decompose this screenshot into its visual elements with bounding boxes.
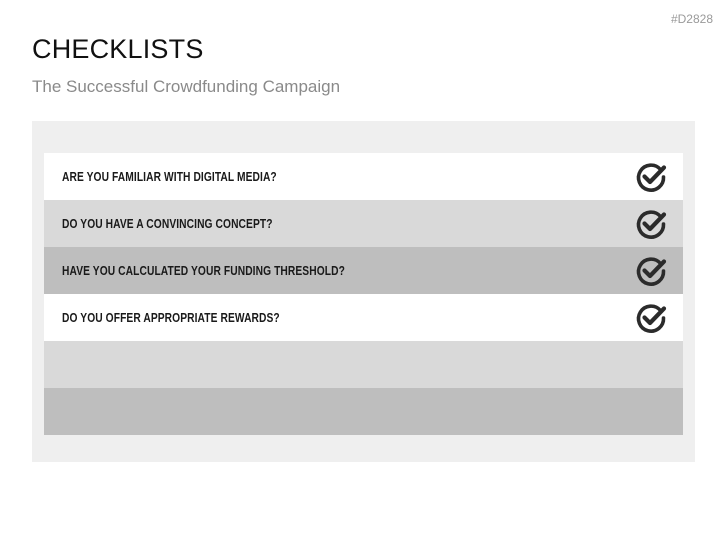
checklist-panel xyxy=(32,121,695,462)
checklist-row xyxy=(44,294,683,341)
checklist-row-empty xyxy=(44,388,683,435)
checklist-item-label: DO YOU OFFER APPROPRIATE REWARDS? xyxy=(62,310,280,325)
slide-code: #D2828 xyxy=(670,12,713,26)
checklist-row xyxy=(44,153,683,200)
checklist-item-label: DO YOU HAVE A CONVINCING CONCEPT? xyxy=(62,216,273,231)
check-circle-icon xyxy=(633,159,669,195)
check-circle-icon xyxy=(633,253,669,289)
checklist-item-label: HAVE YOU CALCULATED YOUR FUNDING THRESHOLD? xyxy=(62,263,345,278)
check-circle-icon xyxy=(633,206,669,242)
checklist-row-empty xyxy=(44,341,683,388)
page-title: CHECKLISTS xyxy=(32,34,204,64)
checklist-rows xyxy=(44,153,683,435)
page-subtitle: The Successful Crowdfunding Campaign xyxy=(32,77,341,96)
check-circle-icon xyxy=(633,300,669,336)
checklist-item-label: ARE YOU FAMILIAR WITH DIGITAL MEDIA? xyxy=(62,169,277,184)
checklist-row xyxy=(44,247,683,294)
checklist-row xyxy=(44,200,683,247)
